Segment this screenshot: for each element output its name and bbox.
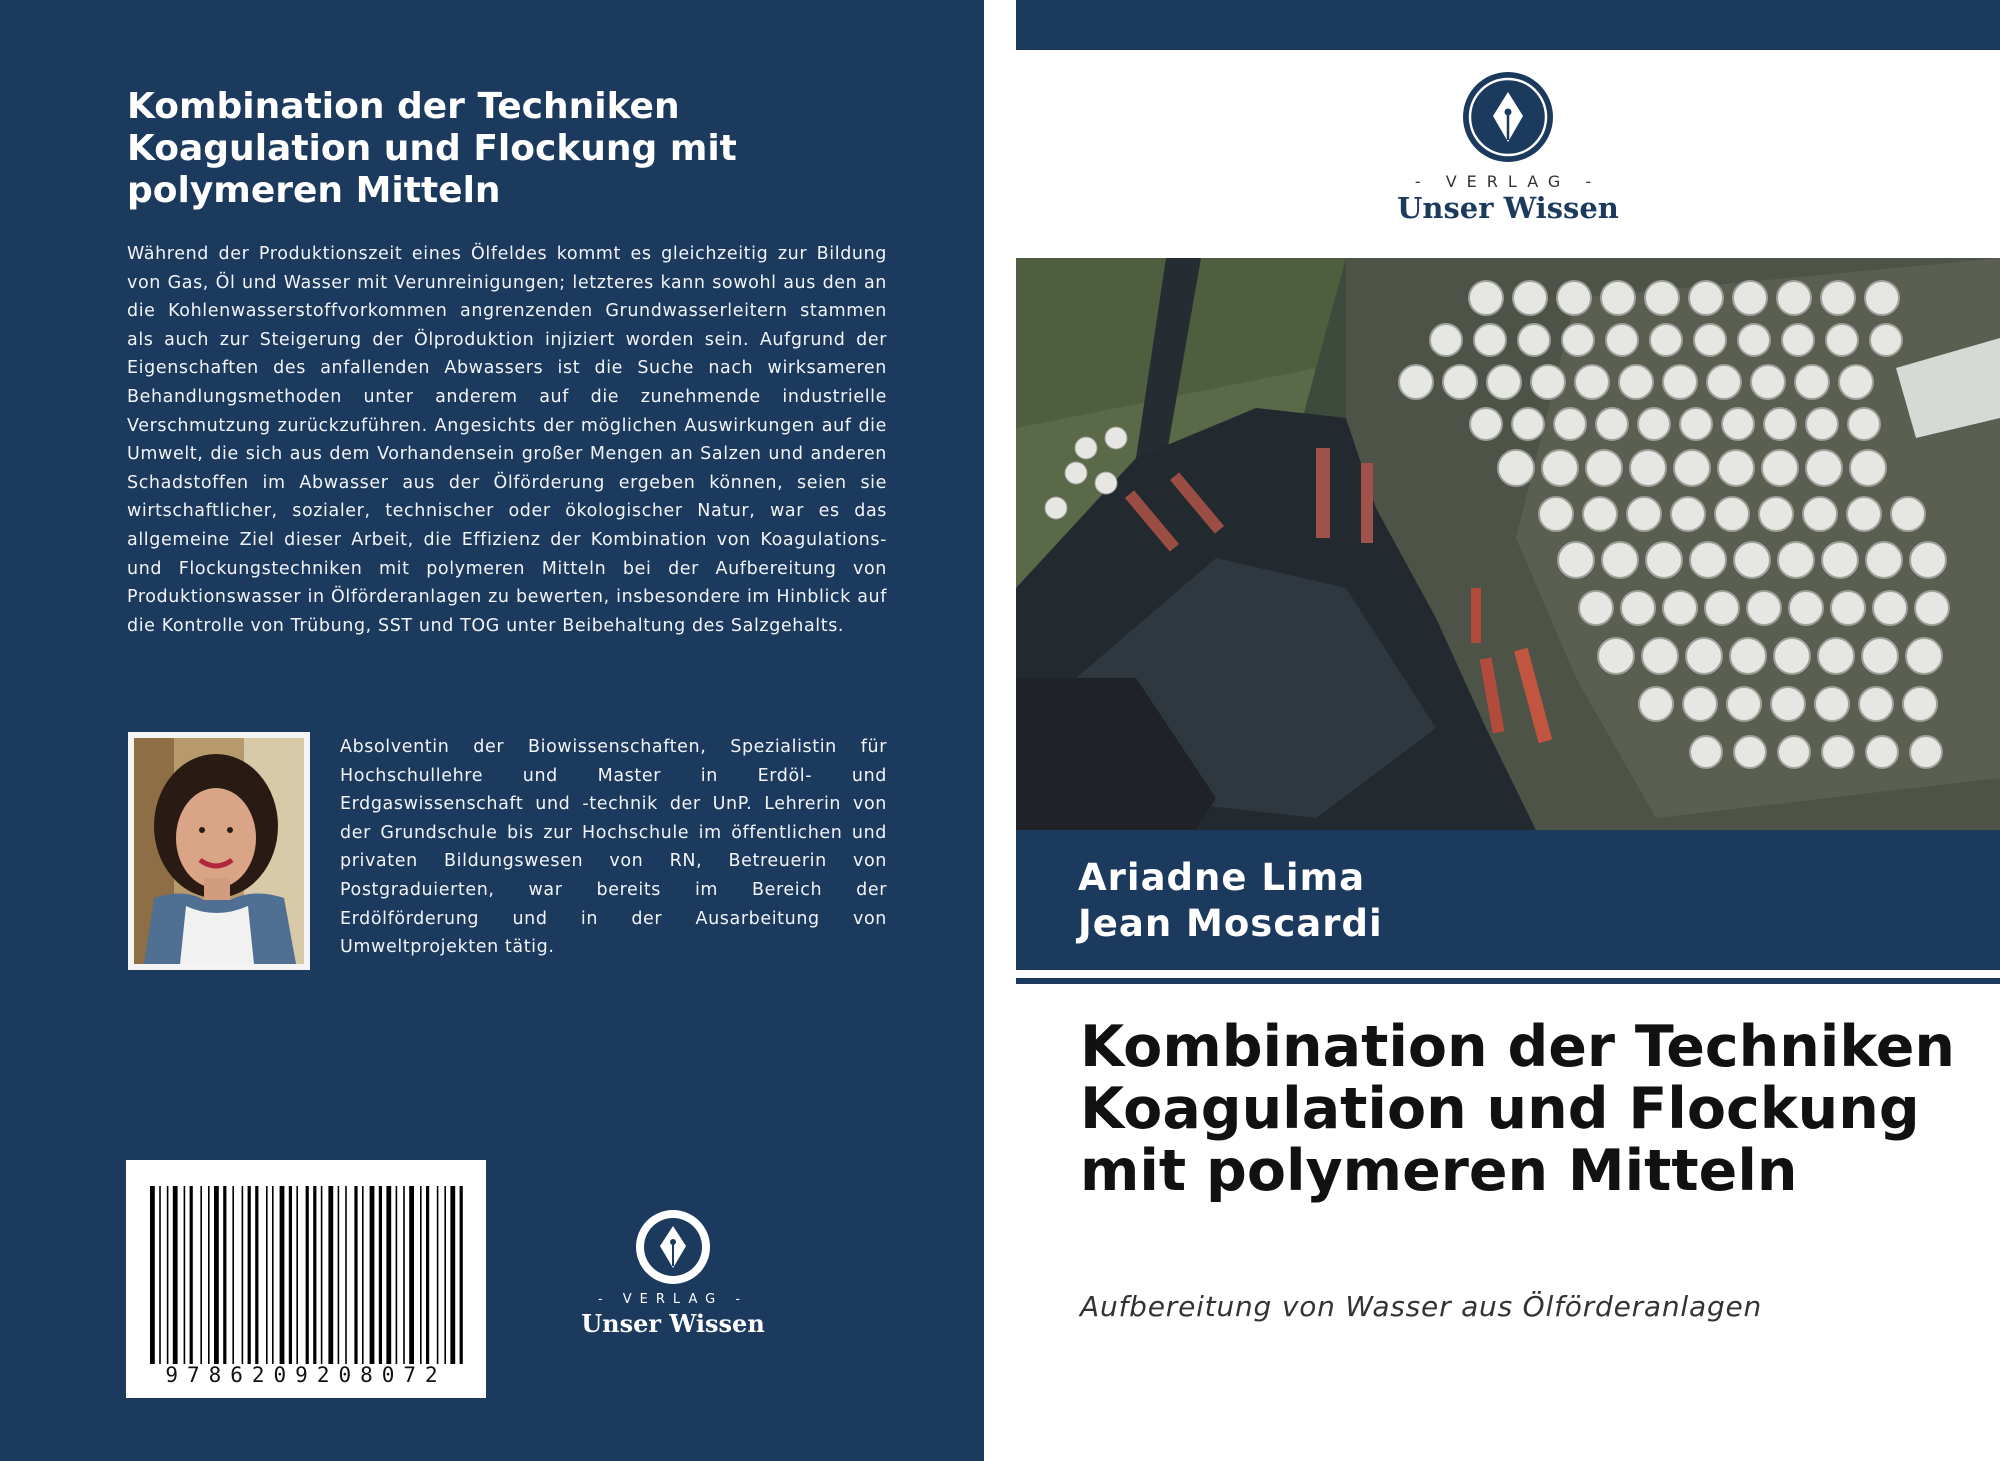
storage-tank — [1831, 591, 1865, 625]
storage-tank — [1806, 450, 1842, 486]
storage-tank — [1715, 497, 1749, 531]
storage-tank — [1558, 542, 1594, 578]
storage-tank — [1430, 324, 1462, 356]
barcode-bar — [437, 1186, 439, 1364]
storage-tank — [1105, 427, 1127, 449]
storage-tank — [1848, 408, 1880, 440]
storage-tank — [1075, 437, 1097, 459]
storage-tank — [1866, 542, 1902, 578]
front-publisher-logo — [1358, 70, 1658, 225]
back-cover-title: Kombination der Techniken Koagulation und Flockung mit polymeren Mitteln — [127, 86, 737, 211]
storage-tank — [1730, 638, 1766, 674]
author-name-1: Ariadne Lima — [1078, 856, 1366, 899]
storage-tank — [1663, 591, 1697, 625]
storage-tank — [1583, 497, 1617, 531]
storage-tank — [1638, 408, 1670, 440]
barcode-digits: 9786209208072 — [165, 1363, 447, 1387]
barcode-bar — [328, 1186, 333, 1364]
storage-tank — [1596, 408, 1628, 440]
storage-tank — [1557, 281, 1591, 315]
barcode-bar — [354, 1186, 357, 1364]
storage-tank — [1906, 638, 1942, 674]
author-bio: Absolventin der Biowissenschaften, Spezialistin für Hochschullehre und Master in Erdöl- und Erdgaswissenschaft und -technik der UnP. Lehrerin von der Grundschule bis zur Hochschule im öffentlichen und privaten Bildungswesen von RN, Betreuerin von Postgraduierten, war bereits im Bereich der Erdölförderung und in der Ausarbeitung von Umweltprojekten tätig. — [340, 737, 887, 958]
barcode-bar — [313, 1186, 316, 1364]
storage-tank — [1859, 687, 1893, 721]
storage-tank — [1747, 591, 1781, 625]
storage-tank — [1606, 324, 1638, 356]
storage-tank — [1630, 450, 1666, 486]
storage-tank — [1562, 324, 1594, 356]
storage-tank — [1646, 542, 1682, 578]
barcode-bar — [338, 1186, 340, 1364]
storage-tank — [1795, 365, 1829, 399]
storage-tank — [1891, 497, 1925, 531]
storage-tank — [1815, 687, 1849, 721]
barcode-bar — [214, 1186, 219, 1364]
storage-tank — [1866, 736, 1898, 768]
storage-tank — [1474, 324, 1506, 356]
barcode-bar — [200, 1186, 202, 1364]
storage-tank — [1705, 591, 1739, 625]
author-portrait-photo — [128, 732, 310, 970]
storage-tank — [1910, 736, 1942, 768]
storage-tank — [1469, 281, 1503, 315]
storage-tank — [1778, 542, 1814, 578]
storage-tank — [1718, 450, 1754, 486]
storage-tank — [1645, 281, 1679, 315]
storage-tank — [1727, 687, 1761, 721]
barcode-bar — [460, 1186, 463, 1364]
barcode-bar — [379, 1186, 382, 1364]
storage-tank — [1826, 324, 1858, 356]
barcode-bar — [444, 1186, 446, 1364]
storage-tank — [1873, 591, 1907, 625]
storage-tank — [1443, 365, 1477, 399]
isbn-barcode — [126, 1160, 486, 1398]
storage-tank — [1850, 450, 1886, 486]
aerial-oil-terminal-photo — [1016, 258, 2000, 830]
storage-tank — [1671, 497, 1705, 531]
storage-tank — [1910, 542, 1946, 578]
publisher-name: Unser Wissen — [581, 1309, 765, 1338]
storage-tank — [1512, 408, 1544, 440]
storage-tank — [1771, 687, 1805, 721]
barcode-bar — [184, 1186, 186, 1364]
storage-tank — [1733, 281, 1767, 315]
cover-image — [1016, 258, 2000, 830]
storage-tank — [1575, 365, 1609, 399]
storage-tank — [1554, 408, 1586, 440]
front-divider-rule — [1016, 978, 2000, 984]
barcode-bar — [370, 1186, 375, 1364]
storage-tank — [1774, 638, 1810, 674]
storage-tank — [1601, 281, 1635, 315]
storage-tank — [1619, 365, 1653, 399]
barcode-bar — [321, 1186, 323, 1364]
barcode-bar — [248, 1186, 251, 1364]
storage-tank — [1759, 497, 1793, 531]
storage-tank — [1598, 638, 1634, 674]
storage-tank — [1586, 450, 1622, 486]
storage-tank — [1689, 281, 1723, 315]
storage-tank — [1777, 281, 1811, 315]
storage-tank — [1847, 497, 1881, 531]
fountain-pen-nib-icon — [634, 1208, 712, 1286]
barcode-bar — [426, 1186, 429, 1364]
storage-tank — [1095, 472, 1117, 494]
author-portrait-image — [134, 738, 304, 964]
author-band — [1016, 830, 2000, 970]
storage-tank — [1803, 497, 1837, 531]
barcode-bar — [409, 1186, 414, 1364]
storage-tank — [1789, 591, 1823, 625]
storage-tank — [1722, 408, 1754, 440]
barcode-bar — [255, 1186, 258, 1364]
storage-tank — [1751, 365, 1785, 399]
storage-tank — [1470, 408, 1502, 440]
storage-tank — [1806, 408, 1838, 440]
storage-tank — [1762, 450, 1798, 486]
barcode-bar — [150, 1186, 155, 1364]
storage-tank — [1865, 281, 1899, 315]
storage-tank — [1674, 450, 1710, 486]
storage-tank — [1694, 324, 1726, 356]
storage-tank — [1683, 687, 1717, 721]
storage-tank — [1579, 591, 1613, 625]
storage-tank — [1818, 638, 1854, 674]
barcode-bar — [167, 1186, 169, 1364]
storage-tank — [1686, 638, 1722, 674]
storage-tank — [1734, 736, 1766, 768]
storage-tank — [1663, 365, 1697, 399]
barcode-bar — [306, 1186, 309, 1364]
storage-tank — [1690, 736, 1722, 768]
storage-tank — [1602, 542, 1638, 578]
barcode-bar — [223, 1186, 226, 1364]
storage-tank — [1542, 450, 1578, 486]
barcode-bar — [386, 1186, 391, 1364]
publisher-verlag-label: - VERLAG - — [1414, 172, 1602, 191]
publisher-name: Unser Wissen — [1397, 191, 1619, 225]
storage-tank — [1513, 281, 1547, 315]
storage-tank — [1734, 542, 1770, 578]
barcode-bar — [272, 1186, 274, 1364]
back-publisher-logo — [560, 1208, 786, 1338]
storage-tank — [1822, 542, 1858, 578]
barcode-bar — [403, 1186, 405, 1364]
barcode-bar — [208, 1186, 210, 1364]
storage-tank — [1680, 408, 1712, 440]
barcode-bar — [266, 1186, 268, 1364]
barcode-bars — [148, 1186, 464, 1366]
front-cover-subtitle: Aufbereitung von Wasser aus Ölförderanlagen — [1080, 1290, 1763, 1323]
barcode-bar — [450, 1186, 455, 1364]
storage-tank — [1903, 687, 1937, 721]
storage-tank — [1870, 324, 1902, 356]
storage-tank — [1045, 497, 1067, 519]
storage-tank — [1498, 450, 1534, 486]
barcode-bar — [345, 1186, 347, 1364]
fountain-pen-nib-icon — [1461, 70, 1555, 164]
barcode-bar — [242, 1186, 244, 1364]
barcode-bar — [289, 1186, 292, 1364]
barcode-bar — [362, 1186, 364, 1364]
storage-tank — [1764, 408, 1796, 440]
barcode-bar — [280, 1186, 285, 1364]
storage-tank — [1690, 542, 1726, 578]
barcode-bar — [296, 1186, 298, 1364]
storage-tank — [1862, 638, 1898, 674]
storage-tank — [1821, 281, 1855, 315]
storage-tank — [1915, 591, 1949, 625]
barcode-bar — [232, 1186, 234, 1364]
storage-tank — [1650, 324, 1682, 356]
storage-tank — [1778, 736, 1810, 768]
barcode-bar — [396, 1186, 398, 1364]
barcode-bar — [159, 1186, 161, 1364]
storage-tank — [1782, 324, 1814, 356]
storage-tank — [1518, 324, 1550, 356]
storage-tank — [1707, 365, 1741, 399]
author-name-2: Jean Moscardi — [1078, 902, 1383, 945]
storage-tank — [1531, 365, 1565, 399]
storage-tank — [1639, 687, 1673, 721]
barcode-bar — [190, 1186, 193, 1364]
storage-tank — [1399, 365, 1433, 399]
front-top-bar — [1016, 0, 2000, 50]
storage-tank — [1621, 591, 1655, 625]
publisher-verlag-label: - VERLAG - — [597, 1292, 749, 1307]
barcode-bar — [173, 1186, 178, 1364]
storage-tank — [1822, 736, 1854, 768]
storage-tank — [1627, 497, 1661, 531]
front-cover — [1016, 0, 2000, 1461]
storage-tank — [1539, 497, 1573, 531]
storage-tank — [1487, 365, 1521, 399]
storage-tank — [1839, 365, 1873, 399]
storage-tank — [1642, 638, 1678, 674]
back-cover — [0, 0, 984, 1461]
barcode-bar — [420, 1186, 422, 1364]
back-cover-summary: Während der Produktionszeit eines Ölfeldes kommt es gleichzeitig zur Bildung von Gas, Öl und Wasser mit Verunreinigungen; letzteres kann sowohl aus den an die Kohlenwasserstoffvorkommen angrenzenden Grundwasserleitern stammen als auch zur Steigerung der Ölproduktion injiziert worden sein. Aufgrund der Eigenschaften des anfallenden Abwassers ist die Suche nach wirksameren Behandlungsmethoden unter anderem auf die zunehmende industrielle Verschmutzung zurückzuführen. Angesichts der möglichen Auswirkungen auf die Umwelt, die sich aus dem Vorhandensein großer Mengen an Salzen und anderen Schadstoffen im Abwasser aus der Ölförderung ergeben können, seien sie wirtschaftlicher, sozialer, technischer oder ökologischer Natur, war es das allgemeine Ziel dieser Arbeit, die Effizienz der Kombination von Koagulations- und Flockungstechniken mit polymeren Mitteln bei der Aufbereitung von Produktionswasser in Ölförderanlagen zu bewerten, insbesondere im Hinblick auf die Kontrolle von Trübung, SST und TOG unter Beibehaltung des Salzgehalts. — [127, 244, 887, 636]
front-cover-title: Kombination der Techniken Koagulation und Flockung mit polymeren Mitteln — [1080, 1014, 1955, 1204]
storage-tank — [1065, 462, 1087, 484]
storage-tank — [1738, 324, 1770, 356]
